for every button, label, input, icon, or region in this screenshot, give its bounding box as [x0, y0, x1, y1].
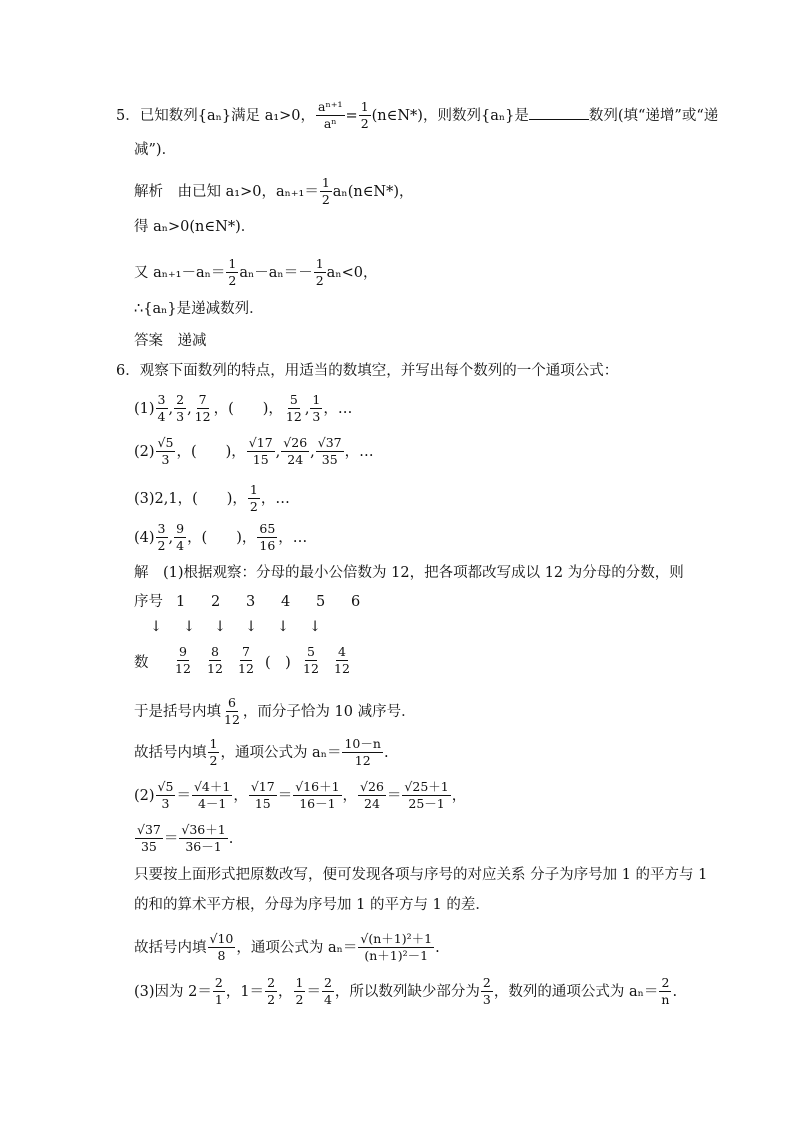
p5-solution-line1	[134, 176, 414, 208]
numerator: 8	[209, 645, 221, 661]
denominator: 3	[161, 796, 170, 812]
p6-solution-6: 只要按上面形式把原数改写，便可发现各项与序号的对应关系 分子为序号加 1 的平方与 1	[134, 867, 708, 883]
numerator: 1	[310, 393, 322, 409]
denominator: 35	[140, 839, 157, 855]
numerator: 7	[197, 393, 209, 409]
denominator: 15	[252, 452, 269, 468]
fraction	[402, 780, 450, 812]
fraction	[481, 976, 493, 1008]
numerator: 7	[240, 645, 252, 661]
text: ＝	[277, 787, 293, 804]
p5-solution-line2: 得 aₙ>0(n∈N*)．	[134, 219, 256, 235]
numerator: 5	[288, 393, 300, 409]
text: ，…	[323, 400, 353, 417]
p5-solution-line4: ∴{aₙ}是递减数列．	[134, 301, 264, 317]
p6-seq-3	[134, 483, 290, 515]
down-arrow-icon: ↓	[150, 619, 163, 635]
denominator: 12	[334, 661, 350, 677]
text: ，所以数列缺少部分为	[334, 983, 480, 1000]
fraction	[249, 780, 277, 812]
fraction	[257, 522, 277, 554]
p6-solution-1: 解 (1)根据观察：分母的最小公倍数为 12，把各项都改写成以 12 为分母的分数，则	[134, 565, 684, 581]
denominator: 12	[224, 712, 240, 728]
numerator: √(n＋1)²＋1	[358, 932, 434, 948]
numerator: 1	[320, 176, 332, 192]
text: (3)2,1，( )，	[134, 490, 247, 507]
fraction	[226, 257, 238, 289]
denominator: 24	[364, 796, 380, 812]
fraction	[265, 976, 277, 1008]
denominator: 2	[209, 753, 218, 769]
text: ＝	[163, 830, 179, 847]
text: .	[435, 939, 440, 956]
text: 故括号内填	[134, 939, 207, 956]
text: (2)	[134, 787, 155, 804]
denominator: 2	[157, 538, 166, 554]
text: 故括号内填	[134, 744, 207, 761]
numerator: 6	[226, 696, 238, 712]
p6-solution-2	[134, 696, 416, 728]
numerator: 1	[208, 737, 220, 753]
numerator: √17	[249, 780, 277, 796]
numerator: √36＋1	[179, 823, 227, 839]
fraction	[156, 393, 168, 425]
text: ＝	[306, 983, 321, 1000]
numerator: √4＋1	[192, 780, 232, 796]
p6-solution-5	[134, 823, 233, 855]
p6-solution-8	[134, 932, 440, 964]
p6-seq-2: (2) $\frac{√5}{3}$ ，( )， $\frac{√17}{15}$ , $\frac{√26}{24}$ , $\frac{√37}{35}$ ，…	[134, 435, 374, 468]
fraction	[320, 176, 332, 208]
down-arrow-icon: ↓	[277, 619, 290, 635]
fraction	[135, 823, 163, 855]
denominator: 24	[287, 452, 304, 468]
numerator: √5	[156, 780, 176, 796]
numerator: 1	[314, 257, 326, 273]
p6-solution-4	[134, 780, 466, 812]
fraction	[358, 932, 434, 964]
numerator: 2	[213, 976, 225, 992]
text: (4)	[134, 529, 155, 546]
text: .	[383, 744, 389, 761]
fraction	[174, 522, 186, 554]
fraction	[174, 393, 186, 425]
num-label: 数	[134, 655, 149, 671]
denominator: 3	[482, 992, 491, 1008]
text: ＝	[386, 787, 402, 804]
fraction	[208, 932, 236, 964]
p6-solution-9	[134, 976, 677, 1008]
denominator: 2	[249, 499, 258, 515]
denominator: 8	[217, 948, 226, 964]
denominator: 2	[295, 992, 304, 1008]
text: ，通项公式为 aₙ＝	[220, 744, 342, 761]
denominator: 2	[315, 273, 324, 289]
text: ，通项公式为 aₙ＝	[236, 939, 358, 956]
denominator: 12	[238, 661, 254, 677]
fraction	[316, 100, 344, 132]
fraction	[192, 780, 232, 812]
down-arrow-icon: ↓	[183, 619, 196, 635]
text: ，…	[344, 443, 374, 460]
p5-answer: 答案 递减	[134, 333, 207, 349]
solution-label: 解析	[134, 183, 163, 200]
text: 5．已知数列{aₙ}满足 a₁>0，	[116, 107, 316, 124]
text: 数列(填“递增”或“递	[588, 107, 719, 124]
fraction	[294, 976, 306, 1008]
mapped-value	[331, 645, 353, 677]
numerator: √16＋1	[293, 780, 341, 796]
mapped-value	[300, 645, 322, 677]
fraction	[659, 976, 671, 1008]
numerator: 1	[359, 100, 371, 116]
down-arrow-icon: ↓	[214, 619, 227, 635]
text: 又 aₙ₊₁－aₙ＝	[134, 264, 226, 281]
denominator: 35	[321, 452, 338, 468]
numerator: 2	[174, 393, 186, 409]
fraction	[208, 737, 220, 769]
numerator: √5	[156, 436, 176, 452]
text: .	[228, 830, 234, 847]
seq-number: 6	[351, 594, 361, 610]
numerator: 4	[336, 645, 348, 661]
p5-solution-line3	[134, 257, 377, 289]
text: (n∈N*)，则数列{aₙ}是	[371, 107, 529, 124]
denominator: 4	[157, 409, 166, 425]
p5-stem-line1	[116, 100, 718, 132]
denominator: n	[661, 992, 670, 1008]
fraction	[358, 780, 386, 812]
numerator: 2	[322, 976, 334, 992]
denominator: 2	[228, 273, 237, 289]
text: ，	[451, 787, 467, 804]
fraction	[247, 436, 275, 468]
text: .	[672, 983, 678, 1000]
text: ，…	[260, 490, 290, 507]
numerator: √25＋1	[402, 780, 450, 796]
p6-solution-3	[134, 737, 389, 769]
fraction	[156, 436, 176, 468]
seq-number: 4	[281, 594, 291, 610]
seq-number: 1	[176, 594, 186, 610]
text: aₙ－aₙ＝－	[239, 264, 313, 281]
denominator: aⁿ	[323, 116, 337, 132]
text: =	[345, 107, 358, 124]
numerator: 65	[257, 522, 277, 538]
numerator: √26	[281, 436, 309, 452]
seq-number: 3	[246, 594, 256, 610]
numerator: 10－n	[342, 737, 382, 753]
denominator: 12	[285, 409, 302, 425]
text: ，	[342, 787, 358, 804]
numerator: √37	[135, 823, 163, 839]
numerator: aⁿ⁺¹	[316, 100, 344, 116]
numerator: 5	[305, 645, 317, 661]
fraction	[359, 100, 371, 132]
numerator: 2	[659, 976, 671, 992]
text: ，数列的通项公式为 aₙ＝	[493, 983, 659, 1000]
p6-seq-1: (1) $\frac{3}{4}$ , $\frac{2}{3}$ , $\frac{7}{12}$ ，( )， $\frac{5}{12}$ , $\frac{1}{3}$ ，…	[134, 392, 353, 425]
text: ＝	[176, 787, 191, 804]
denominator: 12	[175, 661, 191, 677]
missing-paren: ( )	[265, 655, 291, 671]
text: ，	[233, 787, 248, 804]
numerator: 9	[174, 522, 186, 538]
text: 由已知 a₁>0，aₙ₊₁＝	[177, 183, 319, 200]
denominator: 25－1	[408, 796, 445, 812]
mapped-value	[172, 645, 194, 677]
fraction	[281, 436, 309, 468]
fraction	[193, 393, 213, 425]
fraction	[213, 976, 225, 1008]
denominator: 12	[194, 409, 211, 425]
numerator: √10	[208, 932, 236, 948]
text: ，( )，	[176, 443, 246, 460]
text: (3)因为 2＝	[134, 983, 212, 1000]
fraction	[310, 393, 322, 425]
denominator: 4－1	[197, 796, 227, 812]
numerator: 1	[294, 976, 306, 992]
numerator: 2	[265, 976, 277, 992]
fraction	[156, 522, 168, 554]
denominator: 12	[354, 753, 371, 769]
denominator: 16	[259, 538, 276, 554]
fraction	[156, 780, 176, 812]
answer-blank	[529, 107, 589, 120]
p5-stem-line2: 减”)．	[134, 142, 177, 158]
numerator: √17	[247, 436, 275, 452]
denominator: 12	[303, 661, 319, 677]
denominator: 3	[176, 409, 185, 425]
denominator: 12	[207, 661, 223, 677]
text: 于是括号内填	[134, 703, 221, 720]
fraction	[314, 257, 326, 289]
denominator: 36－1	[185, 839, 222, 855]
numerator: 1	[226, 257, 238, 273]
fraction	[322, 976, 334, 1008]
fraction	[342, 737, 382, 769]
denominator: 1	[214, 992, 223, 1008]
numerator: √37	[316, 436, 344, 452]
text: ，1＝	[225, 983, 265, 1000]
text: ，…	[278, 529, 308, 546]
fraction	[248, 483, 260, 515]
denominator: 4	[176, 538, 185, 554]
numerator: 2	[481, 976, 493, 992]
text: ，( )，	[187, 529, 257, 546]
seq-number: 5	[316, 594, 326, 610]
denominator: 3	[161, 452, 170, 468]
p6-stem: 6．观察下面数列的特点，用适当的数填空，并写出每个数列的一个通项公式：	[116, 363, 619, 379]
p6-solution-7: 的和的算术平方根，分母为序号加 1 的平方与 1 的差．	[134, 897, 490, 913]
denominator: 4	[323, 992, 332, 1008]
denominator: 2	[321, 192, 330, 208]
down-arrow-icon: ↓	[309, 619, 322, 635]
text: (2)	[134, 443, 155, 460]
denominator: 15	[254, 796, 271, 812]
fraction	[316, 436, 344, 468]
fraction	[284, 393, 304, 425]
fraction	[179, 823, 227, 855]
seq-number: 2	[211, 594, 221, 610]
numerator: 3	[156, 522, 168, 538]
text: (1)	[134, 400, 155, 417]
text: aₙ(n∈N*)，	[332, 183, 414, 200]
fraction	[222, 696, 242, 728]
denominator: (n＋1)²－1	[364, 948, 429, 964]
denominator: 3	[312, 409, 321, 425]
text: ，( )，	[213, 400, 283, 417]
down-arrow-icon: ↓	[245, 619, 258, 635]
mapped-value	[204, 645, 226, 677]
text: ，	[278, 983, 293, 1000]
fraction	[293, 780, 341, 812]
numerator: 9	[177, 645, 189, 661]
numerator: 3	[156, 393, 168, 409]
p6-seq-4: (4) $\frac{3}{2}$ , $\frac{9}{4}$ ，( )， $\frac{65}{16}$ ，…	[134, 521, 308, 554]
numerator: 1	[248, 483, 260, 499]
denominator: 16－1	[299, 796, 336, 812]
text: aₙ<0，	[326, 264, 378, 281]
denominator: 2	[267, 992, 276, 1008]
text: ，而分子恰为 10 减序号．	[242, 703, 416, 720]
mapped-value	[235, 645, 257, 677]
denominator: 2	[360, 116, 369, 132]
seq-label: 序号	[134, 594, 163, 610]
numerator: √26	[358, 780, 386, 796]
